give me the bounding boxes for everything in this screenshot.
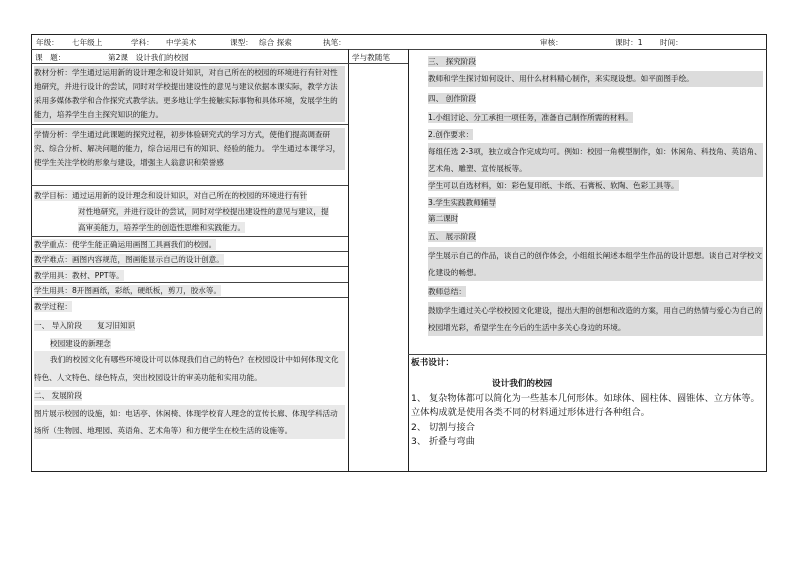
topic-value: 第2课 设计我们的校园 xyxy=(108,53,189,62)
reviewer-label: 审核： xyxy=(540,38,563,47)
create-step-2-title: 2.创作要求： xyxy=(428,130,474,139)
stage1-title: 一、 导入阶段 复习旧知识 xyxy=(34,321,136,330)
type-value: 综合 探索 xyxy=(259,38,292,47)
difficulty-divider xyxy=(31,266,348,267)
objectives-line-3: 高审美能力，培养学生的创造性思维和实践能力。 xyxy=(78,223,246,232)
stage1-subtitle: 校园建设的新理念 xyxy=(50,339,111,348)
student-analysis: 学情分析：学生通过此课题的探究过程，初步体验研究式的学习方式，使他们提高调查研究、综合分析、解决问题的能力，综合运用已有的知识、经验的能力。 学生通过本课学习，使学生关注学校的形象与建设，增强主人翁意识和荣誉感 xyxy=(34,128,345,170)
difficulty: 教学难点：画图内容规范，图画能显示自己的设计创意。 xyxy=(34,255,224,264)
stage5-title: 五、 展示阶段 xyxy=(428,232,476,241)
time-label: 时间： xyxy=(660,38,683,47)
board-title: 板书设计： xyxy=(411,358,454,368)
topic-label: 课 题： xyxy=(35,53,66,62)
stage1-text: 我们的校园文化有哪些环境设计可以体现我们自己的特色？在校园设计中如何体现文化特色、人文特色、绿色特点，突出校园设计的审美功能和实用功能。 xyxy=(34,351,345,387)
create-step-1: 1.小组讨论、分工承担一项任务，准备自己制作所需的材料。 xyxy=(428,113,633,122)
board-item-1: 1、 复杂物体都可以简化为一些基本几何形体。如球体、圆柱体、圆锥体、立方体等。立体构成就是使用各类不同的材料通过形体进行各种组合。 xyxy=(411,393,760,418)
objectives-line-1: 教学目标：通过运用新的设计理念和设计知识，对自己所在的校园的环境进行有针 xyxy=(34,191,308,200)
textbook-analysis: 教材分析：学生通过运用新的设计理念和设计知识，对自己所在的校园的环境进行有针对性地研究，并进行设计的尝试，同时对学校提出建设性的意见与建议依据本课实际，教学方法采用多媒体教学和合作探究式教学法。更多地让学生接触实际事物和具体环境，发展学生的能力，培养学生自主探究知识的能力。 xyxy=(34,66,345,122)
grade-value: 七年级上 xyxy=(72,38,103,47)
notes-column-header: 学与教随笔 xyxy=(352,53,390,62)
keypoint-divider xyxy=(31,251,348,252)
board-divider xyxy=(408,354,767,355)
textbook-divider xyxy=(31,124,348,125)
teaching-aids: 教学用具：教材、PPT等。 xyxy=(34,271,124,280)
teacher-summary-title: 教师总结： xyxy=(428,287,466,296)
column-divider-left xyxy=(348,49,349,472)
column-divider-right xyxy=(408,49,409,472)
stage5-text: 学生展示自己的作品，谈自己的创作体会，小组组长阐述本组学生作品的设计思想。谈自己对学校文化建设的畅想。 xyxy=(428,247,763,281)
author-label: 执笔： xyxy=(323,38,346,47)
subject-value: 中学美术 xyxy=(166,38,197,47)
student-tools: 学生用具：8开图画纸，彩纸，硬纸板，剪刀，胶水等。 xyxy=(34,286,222,295)
board-item-3: 3、 折叠与弯曲 xyxy=(411,436,475,447)
stage4-title: 四、 创作阶段 xyxy=(428,94,476,103)
stage2-title: 二、 发展阶段 xyxy=(34,391,82,400)
hours-label: 课时：1 xyxy=(615,38,643,47)
second-period: 第二课时 xyxy=(428,214,459,223)
aids-divider xyxy=(31,282,348,283)
board-heading: 设计我们的校园 xyxy=(492,379,553,389)
type-label: 课型： xyxy=(230,38,253,47)
stage3-text: 教师和学生探讨如何设计、用什么材料精心制作，来实现设想。如平面图手绘。 xyxy=(428,71,763,87)
create-step-3: 3.学生实践教师辅导 xyxy=(428,198,496,207)
student-divider xyxy=(31,185,348,186)
grade-label: 年级： xyxy=(36,38,59,47)
subject-label: 学科： xyxy=(131,38,154,47)
stage3-title: 三、 探究阶段 xyxy=(428,57,476,66)
header-divider xyxy=(31,49,767,50)
board-item-2: 2、 切割与接合 xyxy=(411,422,475,433)
key-point: 教学重点：使学生能正确运用画图工具画我们的校园。 xyxy=(34,240,217,249)
teacher-summary-text: 鼓励学生通过关心学校校园文化建设，提出大胆的创想和改造的方案，用自己的热情与爱心为自己的校园增光彩，希望学生在今后的生活中多关心身边的环境。 xyxy=(428,302,763,336)
objectives-divider xyxy=(31,236,348,237)
topic-divider xyxy=(31,63,408,64)
stage2-text: 图片展示校园的设施，如：电话亭、休闲椅、体现学校育人理念的宣传长廊、体现学科活动场所（生物园、地理园、英语角、艺术角等）和方便学生在校生活的设施等。 xyxy=(34,405,345,439)
create-step-2-text: 每组任选 2-3项，独立或合作完成均可。例如：校园一角模型制作，如：休闲角、科技角、英语角、艺术角、雕塑、宣传展板等。 xyxy=(428,143,763,177)
create-step-2-extra: 学生可以自选材料，如：彩色复印纸、卡纸、石膏板、软陶、色彩工具等。 xyxy=(428,181,679,190)
objectives-line-2: 对性地研究，并进行设计的尝试，同时对学校提出建设性的意见与建议，提 xyxy=(78,207,329,216)
process-title: 教学过程： xyxy=(34,302,72,311)
tools-divider xyxy=(31,297,348,298)
